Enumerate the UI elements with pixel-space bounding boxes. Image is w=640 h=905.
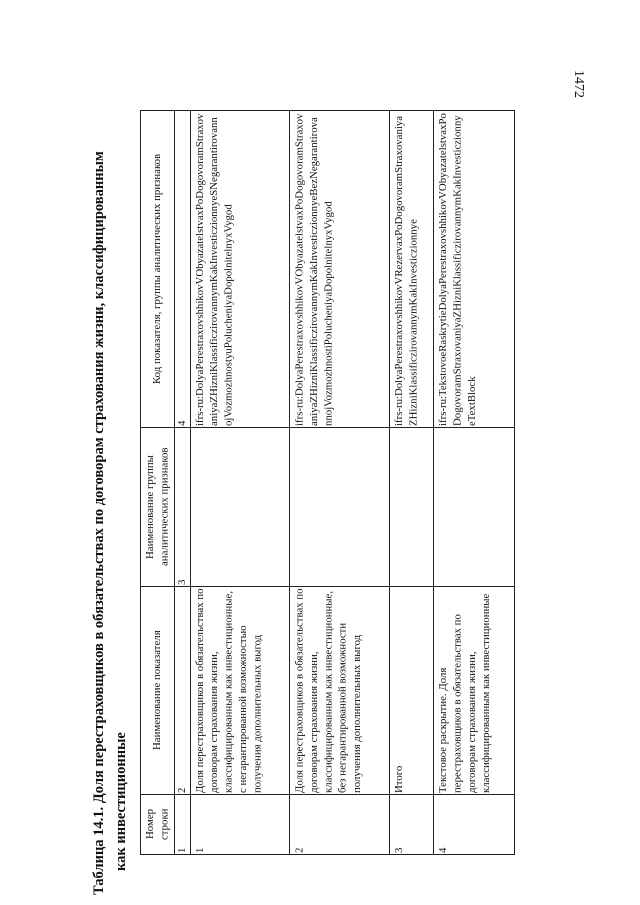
indicator-name: Доля перестраховщиков в обязательствах по договорам страхования жизни, классифицированным как инвестиционные, без негарантированной возможности получения дополнительных выгод: [290, 586, 390, 794]
caption-line-2: как инвестиционные: [113, 732, 129, 871]
table-header-row: [141, 111, 175, 855]
table-row: [290, 111, 390, 855]
indicator-code: ifrs-ru:DolyaPerestraxovshhikovVObyazatelstvaxPoDogovoramStraxovaniyaZHizniKlassificzirovannymKakInvesticzionnyeSNegarantirovannojVozmozhnostyuPolucheniyaDopolnitelnyxVygod: [190, 111, 290, 428]
row-number: 3: [390, 794, 434, 854]
caption-line-1: Таблица 14.1. Доля перестраховщиков в обязательствах по договорам страхования жизни, классифицированным: [91, 151, 107, 895]
table-row: [390, 111, 434, 855]
rotated-page-content: [88, 10, 543, 895]
indicator-name: Доля перестраховщиков в обязательствах по договорам страхования жизни, классифицированным как инвестиционные, с негарантированной возможностью получения дополнительных выгод: [190, 586, 290, 794]
indicator-code: ifrs-ru:TekstovoeRaskrytieDolyaPerestraxovshhikovVObyazatelstvaxPoDogovoramStraxovaniyaZHizniKlassificzirovannymKakInvesticzionnyeTextBlock: [433, 111, 514, 428]
header-indicator-name: Наименование показателя: [141, 586, 175, 794]
column-number: 3: [174, 428, 190, 587]
header-group-name: Наименование группы аналитических признаков: [141, 428, 175, 587]
group-name: [390, 428, 434, 587]
row-number: 2: [290, 794, 390, 854]
row-number: 1: [190, 794, 290, 854]
group-name: [290, 428, 390, 587]
page-number: 1472: [571, 70, 586, 98]
row-number: 4: [433, 794, 514, 854]
column-number: 2: [174, 586, 190, 794]
indicator-table: [140, 110, 515, 855]
group-name: [190, 428, 290, 587]
group-name: [433, 428, 514, 587]
table-row: [433, 111, 514, 855]
indicator-name: Текстовое раскрытие. Доля перестраховщиков в обязательствах по договорам страхования жизни, классифицированным как инвестиционные: [433, 586, 514, 794]
header-row-number: Номер строки: [141, 794, 175, 854]
table-row: [190, 111, 290, 855]
indicator-code: ifrs-ru:DolyaPerestraxovshhikovVRezervaxPoDogovoramStraxovaniyaZHizniKlassificzirovannymKakInvesticzionnye: [390, 111, 434, 428]
column-number: 1: [174, 794, 190, 854]
table-caption: [88, 10, 132, 895]
column-number: 4: [174, 111, 190, 428]
indicator-name: Итого: [390, 586, 434, 794]
indicator-code: ifrs-ru:DolyaPerestraxovshhikovVObyazatelstvaxPoDogovoramStraxovaniyaZHizniKlassificzirovannymKakInvesticzionnyeBezNegarantirovannojVozmozhnostiPolucheniyaDopolnitelnyxVygod: [290, 111, 390, 428]
header-indicator-code: Код показателя, группы аналитических признаков: [141, 111, 175, 428]
column-number-row: [174, 111, 190, 855]
